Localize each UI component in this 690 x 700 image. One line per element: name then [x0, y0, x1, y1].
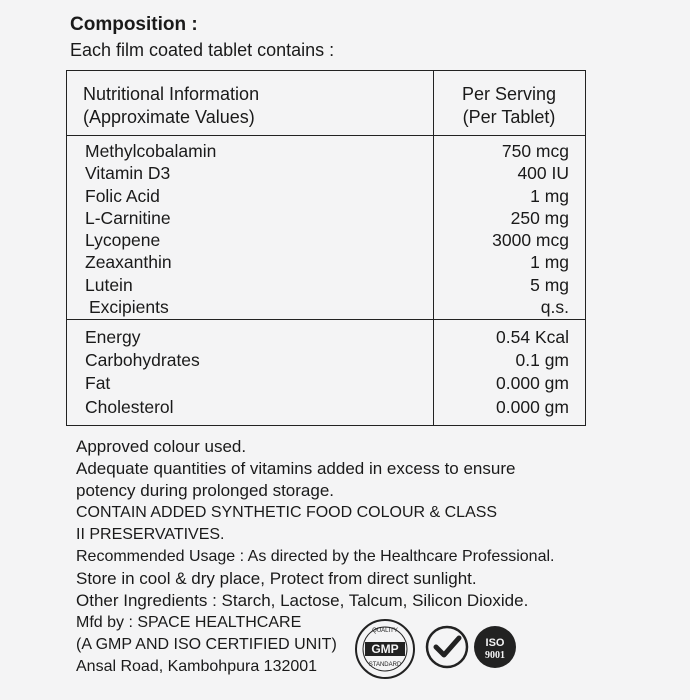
- note-potency: potency during prolonged storage.: [76, 481, 335, 500]
- gmp-logo-bottom-text: STANDARD: [368, 662, 402, 668]
- row-name: Zeaxanthin: [85, 252, 172, 273]
- header-right-line2: (Per Tablet): [462, 107, 556, 127]
- row-value: 750 mcg: [501, 141, 569, 161]
- note-preservatives: II PRESERVATIVES.: [76, 526, 225, 543]
- composition-heading: Composition :: [70, 14, 198, 35]
- row-value: 400 IU: [517, 163, 569, 184]
- table-row: [67, 327, 585, 350]
- table-row: [67, 297, 585, 319]
- manufacturer-info: [76, 612, 337, 678]
- row-name: Lycopene: [85, 230, 161, 251]
- iso-9001-logo-icon: [472, 624, 518, 670]
- header-left-line2: (Approximate Values): [83, 107, 255, 127]
- nutrition-table: [66, 70, 586, 426]
- table-header-per-serving: [433, 83, 585, 129]
- row-value: q.s.: [540, 297, 569, 318]
- row-name: Excipients: [89, 297, 169, 318]
- row-name: Lutein: [85, 274, 133, 295]
- row-name: Carbohydrates: [85, 350, 200, 371]
- row-name: Cholesterol: [85, 396, 174, 417]
- row-name: L-Carnitine: [85, 207, 171, 228]
- table-header-divider: [67, 135, 585, 136]
- manufacturer-name: Mfd by : SPACE HEALTHCARE: [76, 614, 302, 631]
- note-storage: Store in cool & dry place, Protect from direct sunlight.: [76, 569, 477, 588]
- table-row: [67, 163, 585, 185]
- table-row: [67, 373, 585, 396]
- gmp-logo-icon: [354, 618, 416, 680]
- header-right-line1: Per Serving: [461, 84, 557, 104]
- row-name: Methylcobalamin: [85, 141, 217, 161]
- table-row: [67, 208, 585, 230]
- note-adequate-quantities: Adequate quantities of vitamins added in excess to ensure: [76, 459, 516, 478]
- row-value: 250 mg: [510, 207, 569, 228]
- table-section-ingredients: [67, 141, 585, 319]
- row-name: Folic Acid: [85, 185, 160, 206]
- gmp-logo-text: GMP: [371, 642, 399, 656]
- row-value: 0.1 gm: [515, 350, 569, 371]
- table-row: [67, 230, 585, 252]
- row-name: Fat: [85, 373, 111, 394]
- composition-subheading: Each film coated tablet contains :: [70, 40, 335, 60]
- row-value: 0.54 Kcal: [496, 327, 569, 347]
- header-left-line1: Nutritional Information: [83, 84, 260, 104]
- table-row: [67, 186, 585, 208]
- row-value: 1 mg: [530, 252, 569, 273]
- iso-logo-number: 9001: [485, 650, 505, 661]
- table-row: [67, 252, 585, 274]
- row-name: Energy: [85, 327, 141, 347]
- table-row: [67, 397, 585, 420]
- gmp-logo-top-text: QUALITY: [372, 628, 398, 634]
- row-value: 3000 mcg: [492, 230, 569, 251]
- manufacturer-address: Ansal Road, Kambohpura 132001: [76, 658, 318, 675]
- row-name: Vitamin D3: [85, 163, 171, 184]
- note-approved-colour: Approved colour used.: [76, 437, 247, 456]
- row-value: 5 mg: [530, 274, 569, 295]
- label-notes: [76, 436, 636, 612]
- manufacturer-certification: (A GMP AND ISO CERTIFIED UNIT): [76, 636, 337, 653]
- row-value: 0.000 gm: [496, 396, 569, 417]
- note-synthetic-colour: CONTAIN ADDED SYNTHETIC FOOD COLOUR & CLASS: [76, 504, 498, 521]
- table-row: [67, 275, 585, 297]
- note-recommended-usage: Recommended Usage : As directed by the Healthcare Professional.: [76, 548, 555, 565]
- table-row: [67, 141, 585, 163]
- iso-logo-text: ISO: [485, 637, 505, 649]
- table-section-energy: [67, 327, 585, 420]
- row-value: 0.000 gm: [496, 373, 569, 394]
- table-row: [67, 350, 585, 373]
- table-header-nutritional-info: [83, 83, 259, 129]
- note-other-ingredients: Other Ingredients : Starch, Lactose, Talcum, Silicon Dioxide.: [76, 591, 529, 610]
- row-value: 1 mg: [530, 185, 569, 206]
- certified-checkmark-icon: [424, 624, 470, 670]
